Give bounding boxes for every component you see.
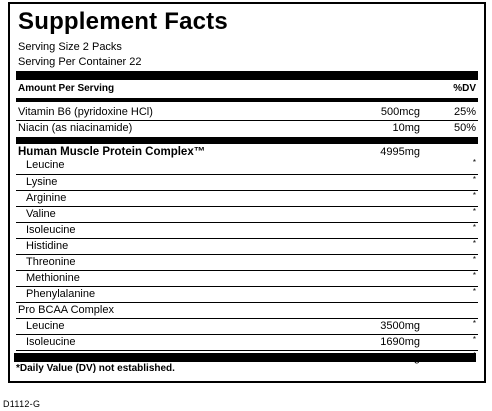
ingredient-dv: *	[472, 223, 476, 232]
ingredient-name: Threonine	[26, 256, 76, 268]
ingredient-row	[16, 254, 478, 270]
ingredient-name: Isoleucine	[26, 336, 76, 348]
amount-per-serving-label: Amount Per Serving	[18, 83, 115, 94]
footnote: *Daily Value (DV) not established.	[16, 363, 175, 374]
bottom-thick-divider	[14, 353, 476, 362]
ingredient-row	[16, 286, 478, 302]
nutrient-name: Vitamin B6 (pyridoxine HCl)	[18, 106, 153, 118]
bcaa-name: Pro BCAA Complex	[18, 304, 114, 316]
nutrient-dv: 25%	[453, 106, 476, 118]
servings-per-container: Serving Per Container 22	[18, 56, 142, 68]
ingredient-row	[16, 334, 478, 350]
complex-name: Human Muscle Protein Complex™	[18, 146, 206, 158]
ingredient-row	[16, 157, 478, 173]
panel-title: Supplement Facts	[18, 8, 228, 35]
nutrient-amount: 500mcg	[380, 106, 420, 118]
ingredient-dv: *	[472, 191, 476, 200]
ingredient-name: Histidine	[26, 240, 69, 252]
ingredient-row	[16, 222, 478, 238]
serving-size: Serving Size 2 Packs	[18, 41, 122, 53]
ingredient-row	[16, 206, 478, 222]
ingredient-dv: *	[472, 158, 476, 167]
ingredient-name: Phenylalanine	[26, 288, 96, 300]
column-header-row	[16, 81, 478, 97]
ingredient-name: Leucine	[26, 320, 65, 332]
ingredient-amount: 1690mg	[380, 336, 420, 348]
ingredient-dv: *	[472, 175, 476, 184]
complex-amount: 4995mg	[380, 146, 420, 158]
ingredient-dv: *	[472, 271, 476, 280]
ingredient-name: Methionine	[26, 272, 80, 284]
ingredient-row	[16, 238, 478, 254]
ingredient-row	[16, 174, 478, 190]
product-code: D1112-G	[3, 399, 41, 409]
nutrient-amount: 10mg	[392, 122, 420, 134]
ingredient-name: Arginine	[26, 192, 67, 204]
ingredient-amount: 3500mg	[380, 320, 420, 332]
nutrient-row	[16, 104, 478, 120]
ingredient-dv: *	[472, 335, 476, 344]
ingredient-name: Lysine	[26, 176, 58, 188]
ingredient-row	[16, 190, 478, 206]
ingredient-name: Isoleucine	[26, 224, 76, 236]
medium-divider	[16, 98, 478, 102]
ingredient-row	[16, 270, 478, 286]
ingredient-name: Leucine	[26, 159, 65, 171]
ingredient-dv: *	[472, 319, 476, 328]
ingredient-dv: *	[472, 207, 476, 216]
ingredient-name: Valine	[26, 208, 56, 220]
thick-divider	[16, 137, 478, 144]
nutrient-name: Niacin (as niacinamide)	[18, 122, 133, 134]
bcaa-row	[16, 302, 478, 318]
ingredient-row	[16, 318, 478, 334]
thick-divider	[16, 71, 478, 80]
ingredient-dv: *	[472, 239, 476, 248]
dv-header-label: %DV	[453, 83, 476, 94]
ingredient-dv: *	[472, 287, 476, 296]
nutrient-row	[16, 120, 478, 136]
supplement-facts-panel	[8, 2, 486, 383]
ingredient-dv: *	[472, 255, 476, 264]
nutrient-dv: 50%	[453, 122, 476, 134]
